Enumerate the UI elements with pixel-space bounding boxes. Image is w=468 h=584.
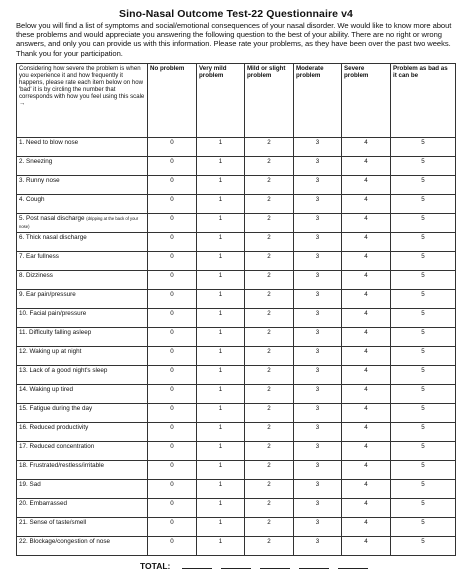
score-option[interactable]: 1 xyxy=(197,289,245,308)
score-option[interactable]: 2 xyxy=(245,403,294,422)
item-label-cell xyxy=(17,498,148,517)
score-option[interactable]: 5 xyxy=(391,327,456,346)
score-option[interactable]: 4 xyxy=(342,251,391,270)
score-option[interactable]: 5 xyxy=(391,403,456,422)
score-option[interactable]: 5 xyxy=(391,460,456,479)
score-option[interactable]: 1 xyxy=(197,346,245,365)
item-label-cell xyxy=(17,517,148,536)
total-blank-field[interactable] xyxy=(182,560,212,569)
score-option[interactable]: 2 xyxy=(245,194,294,213)
score-option[interactable]: 5 xyxy=(391,441,456,460)
scale-instruction: Considering how severe the problem is when you experience it and how frequently it happens, please rate each item below on how 'bad' it is by circling the number that corresponds with how you feel using this scale → xyxy=(17,63,148,137)
score-option[interactable]: 0 xyxy=(148,517,197,536)
score-option[interactable]: 4 xyxy=(342,479,391,498)
item-label-cell xyxy=(17,251,148,270)
score-option[interactable]: 0 xyxy=(148,289,197,308)
score-option[interactable]: 1 xyxy=(197,365,245,384)
item-label: 22. Blockage/congestion of nose xyxy=(19,537,111,545)
total-blank-field[interactable] xyxy=(338,560,368,569)
score-option[interactable]: 1 xyxy=(197,327,245,346)
item-label: 1. Need to blow nose xyxy=(19,138,79,146)
item-label-cell xyxy=(17,479,148,498)
score-option[interactable]: 1 xyxy=(197,270,245,289)
score-option[interactable]: 5 xyxy=(391,194,456,213)
score-option[interactable]: 3 xyxy=(294,213,342,232)
score-option[interactable]: 3 xyxy=(294,308,342,327)
score-option[interactable]: 2 xyxy=(245,365,294,384)
item-note: (dripping at the back of your nose) xyxy=(19,215,139,229)
score-option[interactable]: 3 xyxy=(294,479,342,498)
score-option[interactable]: 2 xyxy=(245,479,294,498)
table-row xyxy=(17,498,456,517)
item-label: 4. Cough xyxy=(19,195,45,203)
score-option[interactable]: 5 xyxy=(391,270,456,289)
item-label-cell xyxy=(17,175,148,194)
score-option[interactable]: 5 xyxy=(391,175,456,194)
item-label-cell xyxy=(17,213,148,232)
score-option[interactable]: 5 xyxy=(391,308,456,327)
score-option[interactable]: 4 xyxy=(342,137,391,156)
score-option[interactable]: 3 xyxy=(294,232,342,251)
score-option[interactable]: 0 xyxy=(148,251,197,270)
item-label-cell xyxy=(17,327,148,346)
score-option[interactable]: 0 xyxy=(148,365,197,384)
score-option[interactable]: 1 xyxy=(197,213,245,232)
score-option[interactable]: 0 xyxy=(148,384,197,403)
table-row xyxy=(17,194,456,213)
item-label: 11. Difficulty falling asleep xyxy=(19,328,92,336)
score-option[interactable]: 5 xyxy=(391,156,456,175)
score-option[interactable]: 3 xyxy=(294,422,342,441)
score-option[interactable]: 4 xyxy=(342,441,391,460)
total-blanks xyxy=(173,561,368,571)
item-label: 5. Post nasal discharge xyxy=(19,214,85,222)
score-option[interactable]: 1 xyxy=(197,156,245,175)
score-option[interactable]: 0 xyxy=(148,327,197,346)
score-option[interactable]: 3 xyxy=(294,194,342,213)
table-row xyxy=(17,289,456,308)
item-label-cell xyxy=(17,346,148,365)
table-row xyxy=(17,327,456,346)
score-option[interactable]: 0 xyxy=(148,194,197,213)
score-option[interactable]: 2 xyxy=(245,498,294,517)
table-header-row xyxy=(17,63,456,137)
score-option[interactable]: 0 xyxy=(148,346,197,365)
total-label: TOTAL: xyxy=(140,561,171,571)
score-option[interactable]: 1 xyxy=(197,422,245,441)
item-label-cell xyxy=(17,232,148,251)
scale-header: Problem as bad as it can be xyxy=(391,63,456,137)
score-option[interactable]: 4 xyxy=(342,213,391,232)
item-label: 17. Reduced concentration xyxy=(19,442,95,450)
item-label-cell xyxy=(17,365,148,384)
score-option[interactable]: 0 xyxy=(148,175,197,194)
item-label: 7. Ear fullness xyxy=(19,252,59,260)
item-label: 9. Ear pain/pressure xyxy=(19,290,76,298)
score-option[interactable]: 5 xyxy=(391,251,456,270)
table-row xyxy=(17,460,456,479)
item-label-cell xyxy=(17,422,148,441)
score-option[interactable]: 2 xyxy=(245,536,294,555)
table-body xyxy=(17,137,456,555)
table-row xyxy=(17,384,456,403)
item-label: 18. Frustrated/restless/irritable xyxy=(19,461,105,469)
score-option[interactable]: 2 xyxy=(245,289,294,308)
item-label: 6. Thick nasal discharge xyxy=(19,233,87,241)
score-option[interactable]: 4 xyxy=(342,270,391,289)
score-option[interactable]: 5 xyxy=(391,422,456,441)
score-option[interactable]: 3 xyxy=(294,156,342,175)
score-option[interactable]: 0 xyxy=(148,498,197,517)
score-option[interactable]: 1 xyxy=(197,479,245,498)
score-option[interactable]: 5 xyxy=(391,346,456,365)
total-row xyxy=(140,560,368,571)
score-option[interactable]: 3 xyxy=(294,346,342,365)
score-option[interactable]: 1 xyxy=(197,441,245,460)
score-option[interactable]: 5 xyxy=(391,137,456,156)
total-blank-field[interactable] xyxy=(299,560,329,569)
score-option[interactable]: 2 xyxy=(245,156,294,175)
item-label-cell xyxy=(17,460,148,479)
score-option[interactable]: 5 xyxy=(391,498,456,517)
score-option[interactable]: 0 xyxy=(148,479,197,498)
score-option[interactable]: 5 xyxy=(391,384,456,403)
score-option[interactable]: 2 xyxy=(245,213,294,232)
score-option[interactable]: 4 xyxy=(342,517,391,536)
score-option[interactable]: 1 xyxy=(197,460,245,479)
item-label-cell xyxy=(17,403,148,422)
score-option[interactable]: 5 xyxy=(391,232,456,251)
item-label: 20. Embarrassed xyxy=(19,499,67,507)
item-label-cell xyxy=(17,289,148,308)
score-option[interactable]: 2 xyxy=(245,327,294,346)
table-row xyxy=(17,365,456,384)
score-option[interactable]: 1 xyxy=(197,536,245,555)
score-option[interactable]: 2 xyxy=(245,308,294,327)
item-label: 14. Waking up tired xyxy=(19,385,74,393)
score-option[interactable]: 3 xyxy=(294,384,342,403)
score-option[interactable]: 0 xyxy=(148,422,197,441)
item-label: 21. Sense of taste/smell xyxy=(19,518,87,526)
table-row xyxy=(17,232,456,251)
score-option[interactable]: 3 xyxy=(294,460,342,479)
item-label-cell xyxy=(17,194,148,213)
table-row xyxy=(17,213,456,232)
score-option[interactable]: 1 xyxy=(197,308,245,327)
score-option[interactable]: 3 xyxy=(294,270,342,289)
item-label: 10. Facial pain/pressure xyxy=(19,309,87,317)
score-option[interactable]: 4 xyxy=(342,365,391,384)
item-label: 19. Sad xyxy=(19,480,41,488)
score-option[interactable]: 4 xyxy=(342,175,391,194)
score-option[interactable]: 0 xyxy=(148,232,197,251)
item-label-cell xyxy=(17,137,148,156)
score-option[interactable]: 2 xyxy=(245,175,294,194)
score-option[interactable]: 5 xyxy=(391,479,456,498)
score-option[interactable]: 4 xyxy=(342,232,391,251)
score-option[interactable]: 4 xyxy=(342,422,391,441)
score-option[interactable]: 2 xyxy=(245,251,294,270)
score-option[interactable]: 0 xyxy=(148,213,197,232)
table-row xyxy=(17,308,456,327)
item-label: 15. Fatigue during the day xyxy=(19,404,93,412)
table-row xyxy=(17,441,456,460)
score-option[interactable]: 2 xyxy=(245,232,294,251)
scale-header: No problem xyxy=(148,63,197,137)
intro-paragraph: Below you will find a list of symptoms and social/emotional consequences of your nasal disorder. We would like to know more about these problems and would appreciate you answering the following question to the best of your ability. There are no right or wrong answers, and only you can provide us with this information. Please rate your problems, as they have been over the past two weeks. Thank you for your participation. xyxy=(16,21,452,58)
score-option[interactable]: 2 xyxy=(245,137,294,156)
item-label-cell xyxy=(17,536,148,555)
total-blank-field[interactable] xyxy=(260,560,290,569)
score-option[interactable]: 2 xyxy=(245,441,294,460)
score-option[interactable]: 4 xyxy=(342,403,391,422)
item-label-cell xyxy=(17,270,148,289)
item-label: 2. Sneezing xyxy=(19,157,53,165)
score-option[interactable]: 3 xyxy=(294,441,342,460)
table-row xyxy=(17,137,456,156)
score-option[interactable]: 4 xyxy=(342,156,391,175)
score-option[interactable]: 4 xyxy=(342,327,391,346)
score-option[interactable]: 1 xyxy=(197,517,245,536)
table-row xyxy=(17,403,456,422)
item-label-cell xyxy=(17,441,148,460)
table-row xyxy=(17,270,456,289)
score-option[interactable]: 1 xyxy=(197,232,245,251)
score-option[interactable]: 3 xyxy=(294,536,342,555)
scale-header: Severe problem xyxy=(342,63,391,137)
table-row xyxy=(17,346,456,365)
score-option[interactable]: 4 xyxy=(342,308,391,327)
score-option[interactable]: 5 xyxy=(391,536,456,555)
score-option[interactable]: 0 xyxy=(148,441,197,460)
score-option[interactable]: 1 xyxy=(197,384,245,403)
score-option[interactable]: 1 xyxy=(197,498,245,517)
table-row xyxy=(17,251,456,270)
table-row xyxy=(17,422,456,441)
score-option[interactable]: 1 xyxy=(197,137,245,156)
score-option[interactable]: 1 xyxy=(197,194,245,213)
item-label-cell xyxy=(17,384,148,403)
item-label: 16. Reduced productivity xyxy=(19,423,89,431)
score-option[interactable]: 2 xyxy=(245,422,294,441)
score-option[interactable]: 3 xyxy=(294,137,342,156)
score-option[interactable]: 0 xyxy=(148,536,197,555)
score-option[interactable]: 3 xyxy=(294,251,342,270)
score-option[interactable]: 2 xyxy=(245,346,294,365)
score-option[interactable]: 5 xyxy=(391,517,456,536)
score-option[interactable]: 4 xyxy=(342,346,391,365)
score-option[interactable]: 4 xyxy=(342,460,391,479)
score-option[interactable]: 3 xyxy=(294,403,342,422)
total-blank-field[interactable] xyxy=(221,560,251,569)
page-title: Sino-Nasal Outcome Test-22 Questionnaire v4 xyxy=(118,8,353,20)
item-label-cell xyxy=(17,156,148,175)
score-option[interactable]: 1 xyxy=(197,403,245,422)
table-row xyxy=(17,479,456,498)
score-option[interactable]: 2 xyxy=(245,384,294,403)
score-option[interactable]: 3 xyxy=(294,517,342,536)
score-option[interactable]: 3 xyxy=(294,498,342,517)
score-option[interactable]: 5 xyxy=(391,365,456,384)
score-option[interactable]: 3 xyxy=(294,365,342,384)
score-option[interactable]: 4 xyxy=(342,536,391,555)
score-option[interactable]: 4 xyxy=(342,498,391,517)
table-row xyxy=(17,517,456,536)
score-option[interactable]: 4 xyxy=(342,384,391,403)
symptom-table xyxy=(16,63,456,556)
score-option[interactable]: 3 xyxy=(294,175,342,194)
score-option[interactable]: 3 xyxy=(294,289,342,308)
score-option[interactable]: 3 xyxy=(294,327,342,346)
score-option[interactable]: 4 xyxy=(342,194,391,213)
item-label: 12. Waking up at night xyxy=(19,347,82,355)
table-row xyxy=(17,175,456,194)
score-option[interactable]: 0 xyxy=(148,308,197,327)
score-option[interactable]: 5 xyxy=(391,289,456,308)
score-option[interactable]: 0 xyxy=(148,403,197,422)
scale-header: Moderate problem xyxy=(294,63,342,137)
item-label: 13. Lack of a good night's sleep xyxy=(19,366,108,374)
score-option[interactable]: 0 xyxy=(148,270,197,289)
item-label: 8. Dizziness xyxy=(19,271,53,279)
score-option[interactable]: 0 xyxy=(148,156,197,175)
scale-header: Mild or slight problem xyxy=(245,63,294,137)
score-option[interactable]: 0 xyxy=(148,460,197,479)
score-option[interactable]: 1 xyxy=(197,175,245,194)
score-option[interactable]: 0 xyxy=(148,137,197,156)
score-option[interactable]: 5 xyxy=(391,213,456,232)
item-label: 3. Runny nose xyxy=(19,176,60,184)
table-row xyxy=(17,156,456,175)
score-option[interactable]: 2 xyxy=(245,270,294,289)
table-row xyxy=(17,536,456,555)
score-option[interactable]: 2 xyxy=(245,517,294,536)
score-option[interactable]: 2 xyxy=(245,460,294,479)
scale-header: Very mild problem xyxy=(197,63,245,137)
score-option[interactable]: 1 xyxy=(197,251,245,270)
item-label-cell xyxy=(17,308,148,327)
score-option[interactable]: 4 xyxy=(342,289,391,308)
